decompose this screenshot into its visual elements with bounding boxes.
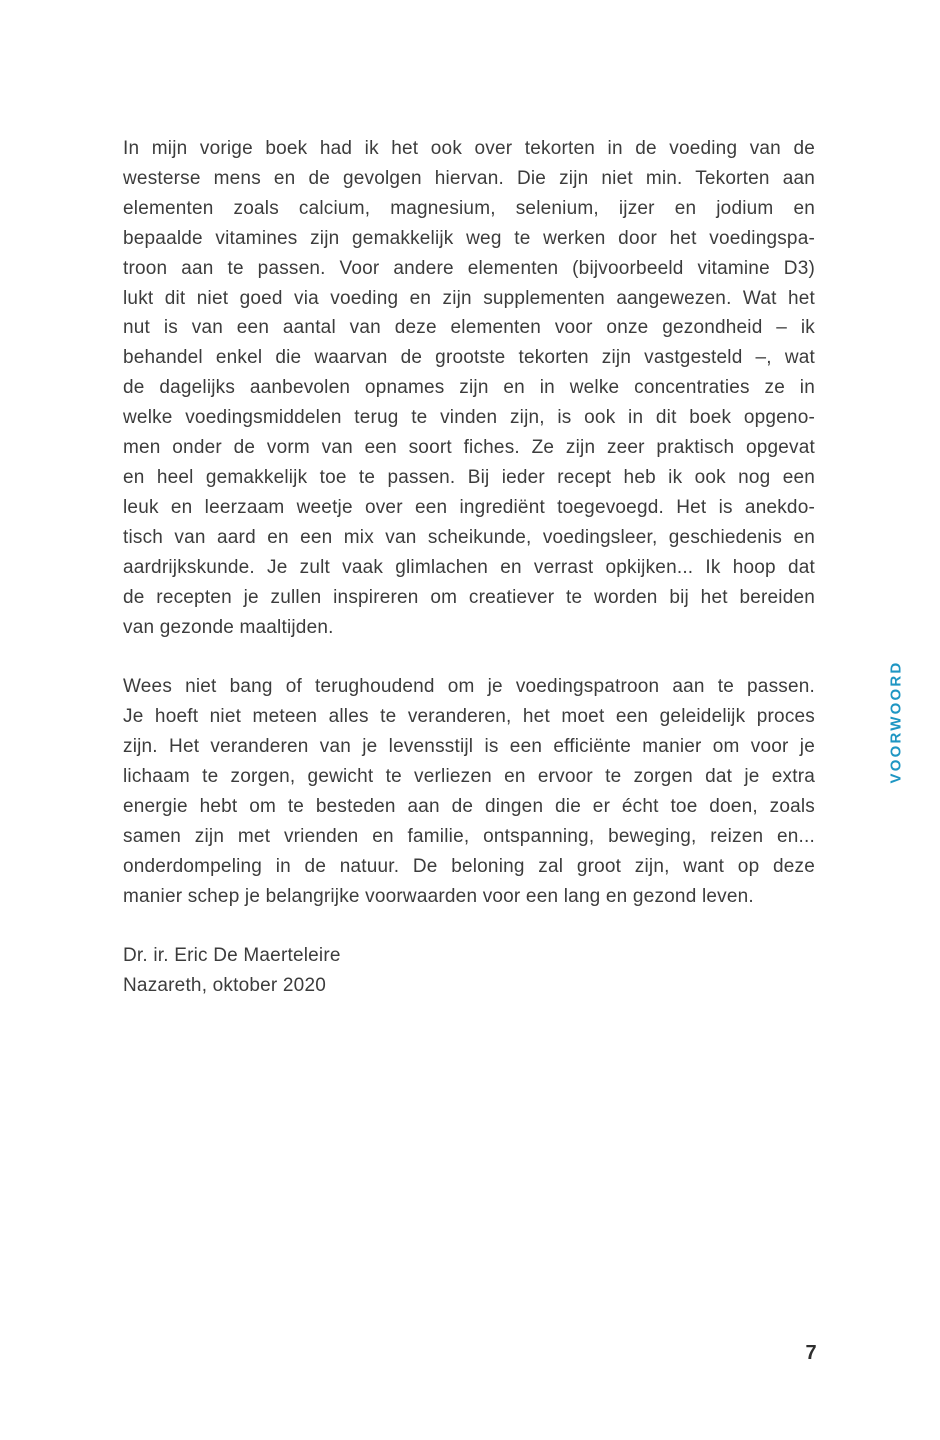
chapter-tab <box>886 655 906 790</box>
text-line: Wees niet bang of terughoudend om je voedingspatroon aan te passen. <box>123 676 815 698</box>
text-line: onderdompeling in de natuur. De beloning zal groot zijn, want op deze <box>123 855 815 877</box>
text-line: In mijn vorige boek had ik het ook over tekorten in de voeding van de <box>123 138 815 159</box>
text-line: energie hebt om te besteden aan de dingen die er écht toe doen, zoals <box>123 795 815 817</box>
text-line: Dr. ir. Eric De Maerteleire <box>123 945 341 967</box>
text-line: manier schep je belangrijke voorwaarden voor een lang en gezond leven. <box>123 885 754 907</box>
text-line: tisch van aard en een mix van scheikunde, voedingsleer, geschiedenis en <box>123 526 815 548</box>
text-line: zijn. Het veranderen van je levensstijl is een efficiënte manier om voor je <box>123 736 815 758</box>
text-line: bepaalde vitamines zijn gemakkelijk weg te werken door het voedingspa- <box>123 227 815 249</box>
paragraph <box>123 672 815 911</box>
text-line: elementen zoals calcium, magnesium, selenium, ijzer en jodium en <box>123 197 815 219</box>
text-line: de dagelijks aanbevolen opnames zijn en in welke concentraties ze in <box>123 377 815 399</box>
text-line: troon aan te passen. Voor andere elementen (bijvoorbeeld vitamine D3) <box>123 257 815 279</box>
text-line: aardrijkskunde. Je zult vaak glimlachen en verrast opkijken... Ik hoop dat <box>123 556 815 578</box>
text-line: leuk en leerzaam weetje over een ingrediënt toegevoegd. Het is anekdo- <box>123 496 815 518</box>
text-line: Nazareth, oktober 2020 <box>123 975 326 997</box>
text-line: van gezonde maaltijden. <box>123 616 334 638</box>
text-line: behandel enkel die waarvan de grootste tekorten zijn vastgesteld –, wat <box>123 347 815 369</box>
chapter-tab-label: VOORWOORD <box>887 660 904 784</box>
text-line: welke voedingsmiddelen terug te vinden zijn, is ook in dit boek opgeno- <box>123 407 815 429</box>
text-line: westerse mens en de gevolgen hiervan. Die zijn niet min. Tekorten aan <box>123 167 815 189</box>
text-line: de recepten je zullen inspireren om creatiever te worden bij het bereiden <box>123 586 815 608</box>
text-line: lukt dit niet goed via voeding en zijn supplementen aangewezen. Wat het <box>123 287 815 309</box>
paragraph <box>123 134 815 642</box>
text-line: samen zijn met vrienden en familie, ontspanning, beweging, reizen en... <box>123 825 815 847</box>
paragraph <box>123 941 815 1001</box>
text-line: lichaam te zorgen, gewicht te verliezen en ervoor te zorgen dat je extra <box>123 766 815 788</box>
text-line: Je hoeft niet meteen alles te veranderen, het moet een geleidelijk proces <box>123 706 815 728</box>
page-number: 7 <box>805 1342 817 1364</box>
text-line: men onder de vorm van een soort fiches. Ze zijn zeer praktisch opgevat <box>123 437 815 459</box>
body-text <box>123 134 815 1001</box>
text-line: nut is van een aantal van deze elementen voor onze gezondheid – ik <box>123 317 815 339</box>
text-line: en heel gemakkelijk toe te passen. Bij ieder recept heb ik ook nog een <box>123 466 815 488</box>
